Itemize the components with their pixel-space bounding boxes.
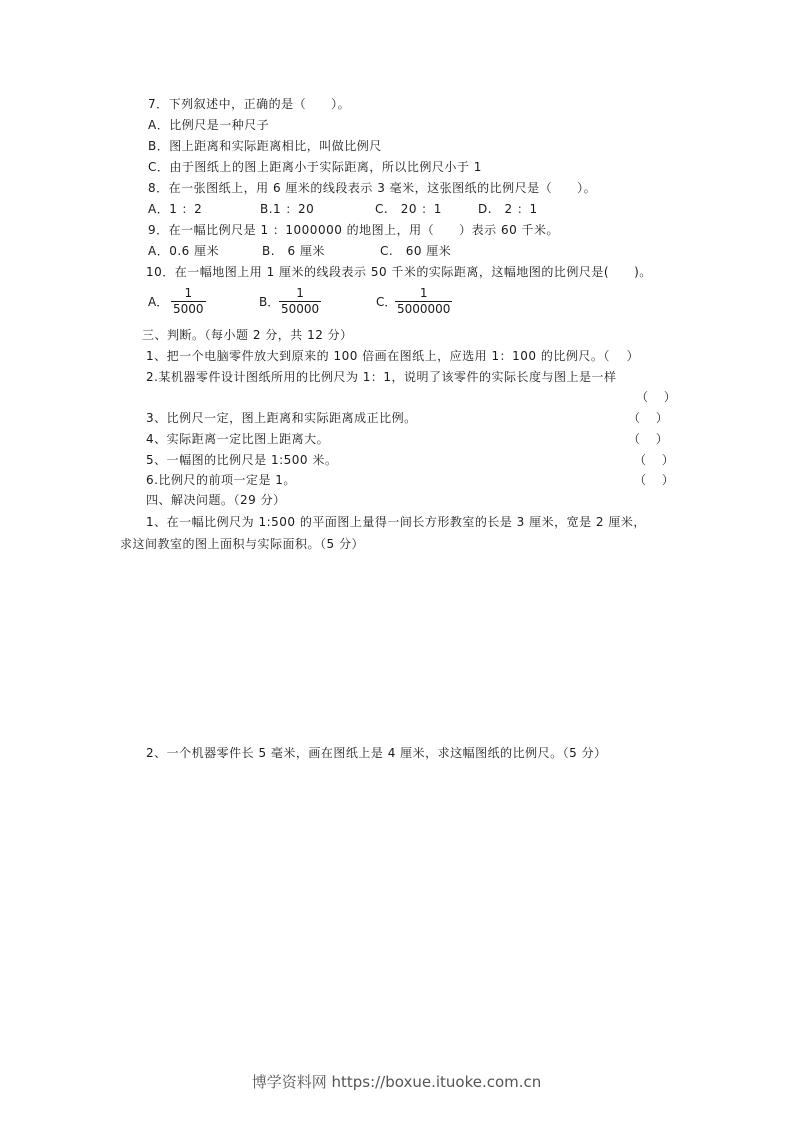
judge-item-2: 2.某机器零件设计图纸所用的比例尺为 1：1，说明了该零件的实际长度与图上是一样 — [146, 370, 617, 384]
q10-option-c-label: C． — [376, 295, 397, 309]
fraction-numerator: 1 — [296, 286, 304, 300]
q8-option-d: D. 2 ：1 — [478, 202, 538, 216]
q8-option-a: A．1 ：2 — [148, 202, 203, 216]
fraction-denominator: 5000 — [173, 302, 204, 316]
fraction-denominator: 50000 — [281, 302, 320, 316]
judge-item-3: 3、比例尺一定，图上距离和实际距离成正比例。 — [146, 411, 417, 425]
fraction-denominator: 5000000 — [397, 302, 451, 316]
section4-title: 四、解决问题。（29 分） — [146, 493, 286, 507]
judge-item-5: 5、一幅图的比例尺是 1:500 米。 — [146, 453, 338, 467]
q9-stem: 9．在一幅比例尺是 1 ：1000000 的地图上，用（ ）表示 60 千米。 — [148, 223, 560, 237]
q8-stem: 8．在一张图纸上，用 6 厘米的线段表示 3 毫米，这张图纸的比例尺是（ ）。 — [148, 181, 597, 195]
q9-option-a: A．0.6 厘米 — [148, 244, 220, 258]
problem-1-line-2: 求这间教室的图上面积与实际面积。（5 分） — [120, 537, 364, 551]
fraction-numerator: 1 — [184, 286, 193, 300]
judge-item-4-answer-paren[interactable]: （ ） — [628, 432, 668, 446]
q10-option-a-fraction — [171, 286, 206, 317]
q10-stem: 10．在一幅地图上用 1 厘米的线段表示 50 千米的实际距离，这幅地图的比例尺是( )。 — [146, 265, 652, 279]
q10-option-a-label: A． — [148, 295, 169, 309]
q7-stem: 7．下列叙述中，正确的是（ ）。 — [148, 97, 351, 111]
q9-option-c: C. 60 厘米 — [380, 244, 452, 258]
footer-watermark: 博学资料网 https://boxue.ituoke.com.cn — [251, 1073, 542, 1091]
fraction-numerator: 1 — [419, 286, 428, 300]
q7-option-a: A．比例尺是一种尺子 — [148, 118, 270, 132]
section3-title: 三、判断。（每小题 2 分，共 12 分） — [142, 328, 353, 342]
judge-item-2-answer-paren[interactable]: （ ） — [636, 390, 676, 404]
q7-option-b: B．图上距离和实际距离相比，叫做比例尺 — [148, 139, 382, 153]
q10-option-c-fraction — [395, 286, 452, 317]
q10-option-b-label: B． — [259, 295, 280, 309]
q8-option-c: C. 20 ：1 — [375, 202, 442, 216]
judge-item-3-answer-paren[interactable]: （ ） — [628, 411, 668, 425]
q8-option-b: B.1 ：20 — [260, 202, 315, 216]
problem-2: 2、一个机器零件长 5 毫米，画在图纸上是 4 厘米，求这幅图纸的比例尺。（5 分） — [146, 746, 607, 760]
judge-item-6: 6.比例尺的前项一定是 1。 — [146, 473, 296, 487]
q9-option-b: B. 6 厘米 — [262, 244, 325, 258]
q7-option-c: C．由于图纸上的图上距离小于实际距离，所以比例尺小于 1 — [148, 160, 482, 174]
judge-item-5-answer-paren[interactable]: （ ） — [634, 453, 674, 467]
judge-item-1: 1、把一个电脑零件放大到原来的 100 倍画在图纸上，应选用 1：100 的比例尺。（ ） — [146, 349, 640, 363]
problem-1-line-1: 1、在一幅比例尺为 1:500 的平面图上量得一间长方形教室的长是 3 厘米，宽是 2 厘米， — [146, 515, 646, 529]
q10-option-b-fraction — [279, 286, 321, 317]
judge-item-6-answer-paren[interactable]: （ ） — [634, 473, 674, 487]
judge-item-4: 4、实际距离一定比图上距离大。 — [146, 432, 330, 446]
